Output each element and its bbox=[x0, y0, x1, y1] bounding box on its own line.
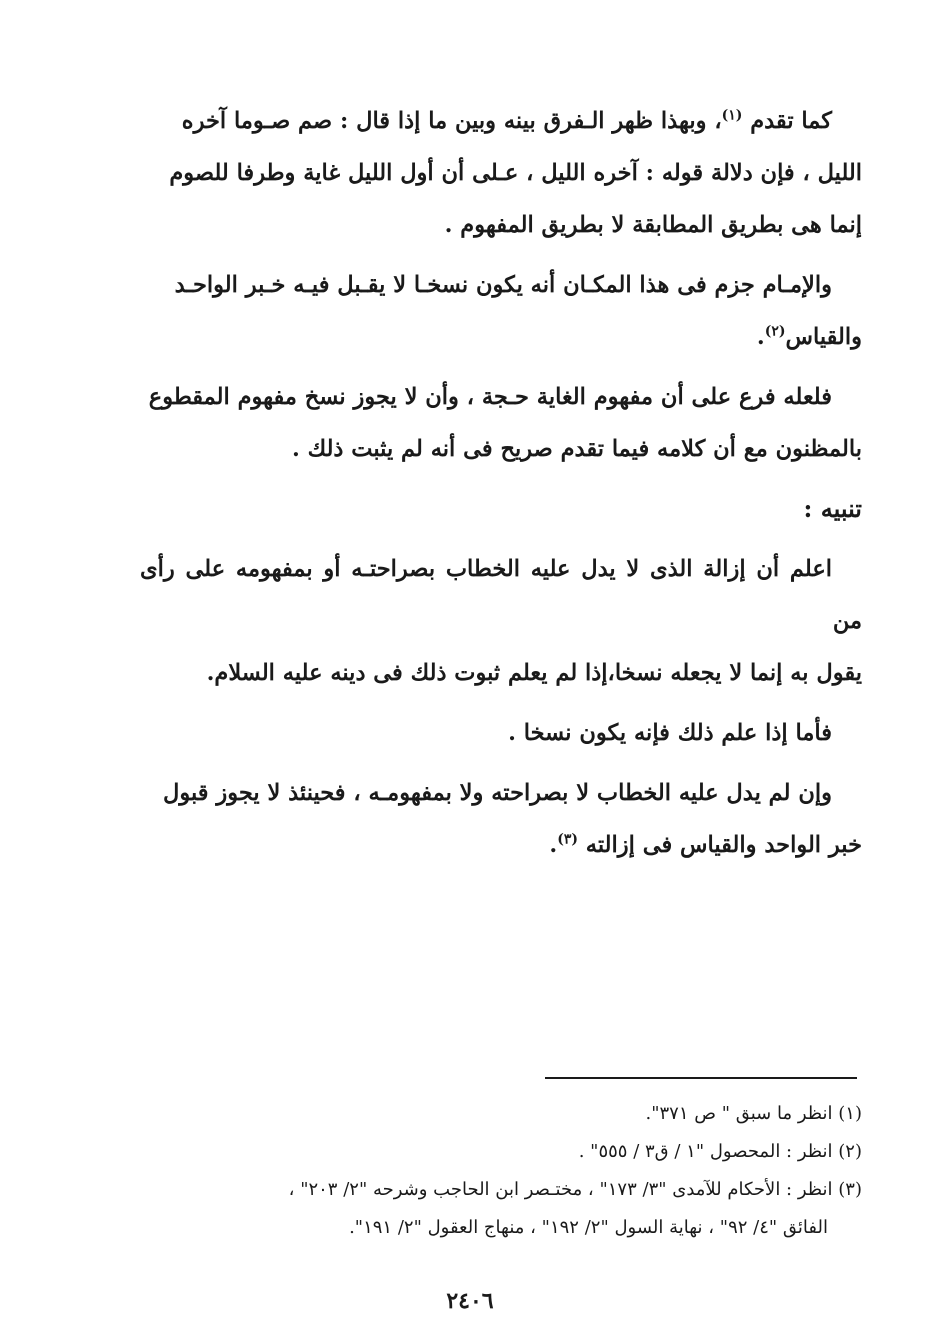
text-line: الليل ، فإن دلالة قوله : آخره الليل ، عـلى أن أول الليل غاية وطرفا للصوم bbox=[169, 160, 862, 186]
page-number: ٢٤٠٦ bbox=[446, 1288, 494, 1314]
footnotes bbox=[140, 1095, 862, 1247]
text-line: إنما هى بطريق المطابقة لا بطريق المفهوم . bbox=[444, 212, 862, 238]
text-line: وإن لم يدل عليه الخطاب لا بصراحته ولا بمفهومـه ، فحينئذ لا يجوز قبول bbox=[162, 780, 832, 806]
footnote-separator bbox=[545, 1077, 857, 1079]
text-segment: والقياس bbox=[785, 324, 862, 350]
footnote-ref-3[interactable]: (٣) bbox=[557, 831, 578, 848]
paragraph-1 bbox=[140, 95, 862, 251]
text-segment: . bbox=[549, 832, 558, 858]
text-segment: . bbox=[756, 324, 765, 350]
footnote-ref-1[interactable]: (١) bbox=[721, 107, 743, 124]
paragraph-4 bbox=[140, 543, 862, 699]
text-line: اعلم أن إزالة الذى لا يدل عليه الخطاب بصراحتـه أو بمفهومه على رأى من bbox=[140, 556, 862, 634]
text-line: يقول به إنما لا يجعله نسخا،إذا لم يعلم ثبوت ذلك فى دينه عليه السلام. bbox=[206, 660, 862, 686]
text-line: فلعله فرع على أن مفهوم الغاية حـجة ، وأن لا يجوز نسخ مفهوم المقطوع bbox=[148, 384, 832, 410]
text-segment: ، وبهذا ظهر الـفرق بينه وبين ما إذا قال : صم صـوما آخره bbox=[181, 108, 722, 134]
footnote-2: (٢) انظر : المحصول "١ / ق٣ / ٥٥٥" . bbox=[578, 1141, 862, 1162]
text-line bbox=[140, 95, 862, 147]
footnote-3: (٣) انظر : الأحكام للآمدى "٣/ ١٧٣" ، مختـصر ابن الحاجب وشرحه "٢/ ٢٠٣" ، bbox=[288, 1179, 862, 1200]
footnote-1: (١) انظر ما سبق " ص ٣٧١". bbox=[645, 1103, 862, 1124]
section-heading: تنبيه : bbox=[803, 494, 862, 523]
footnote-3-continuation: الفائق "٤/ ٩٢" ، نهاية السول "٢/ ١٩٢" ، منهاج العقول "٢/ ١٩١". bbox=[349, 1217, 828, 1238]
paragraph-2 bbox=[140, 259, 862, 363]
text-line: فأما إذا علم ذلك فإنه يكون نسخا . bbox=[508, 720, 832, 746]
text-line: والإمـام جزم فى هذا المكـان أنه يكون نسخـا لا يقـبل فيـه خـبر الواحـد bbox=[174, 272, 832, 298]
footnote-ref-2[interactable]: (٢) bbox=[764, 323, 786, 340]
paragraph-3 bbox=[140, 371, 862, 475]
text-line: بالمظنون مع أن كلامه فيما تقدم صريح فى أنه لم يثبت ذلك . bbox=[291, 436, 862, 462]
paragraph-5 bbox=[140, 707, 862, 759]
paragraph-6 bbox=[140, 767, 862, 871]
text-line bbox=[140, 311, 862, 363]
text-segment: خبر الواحد والقياس فى إزالته bbox=[577, 832, 862, 858]
text-line bbox=[140, 819, 862, 871]
text-segment: كما تقدم bbox=[742, 108, 832, 134]
main-text bbox=[140, 95, 862, 879]
